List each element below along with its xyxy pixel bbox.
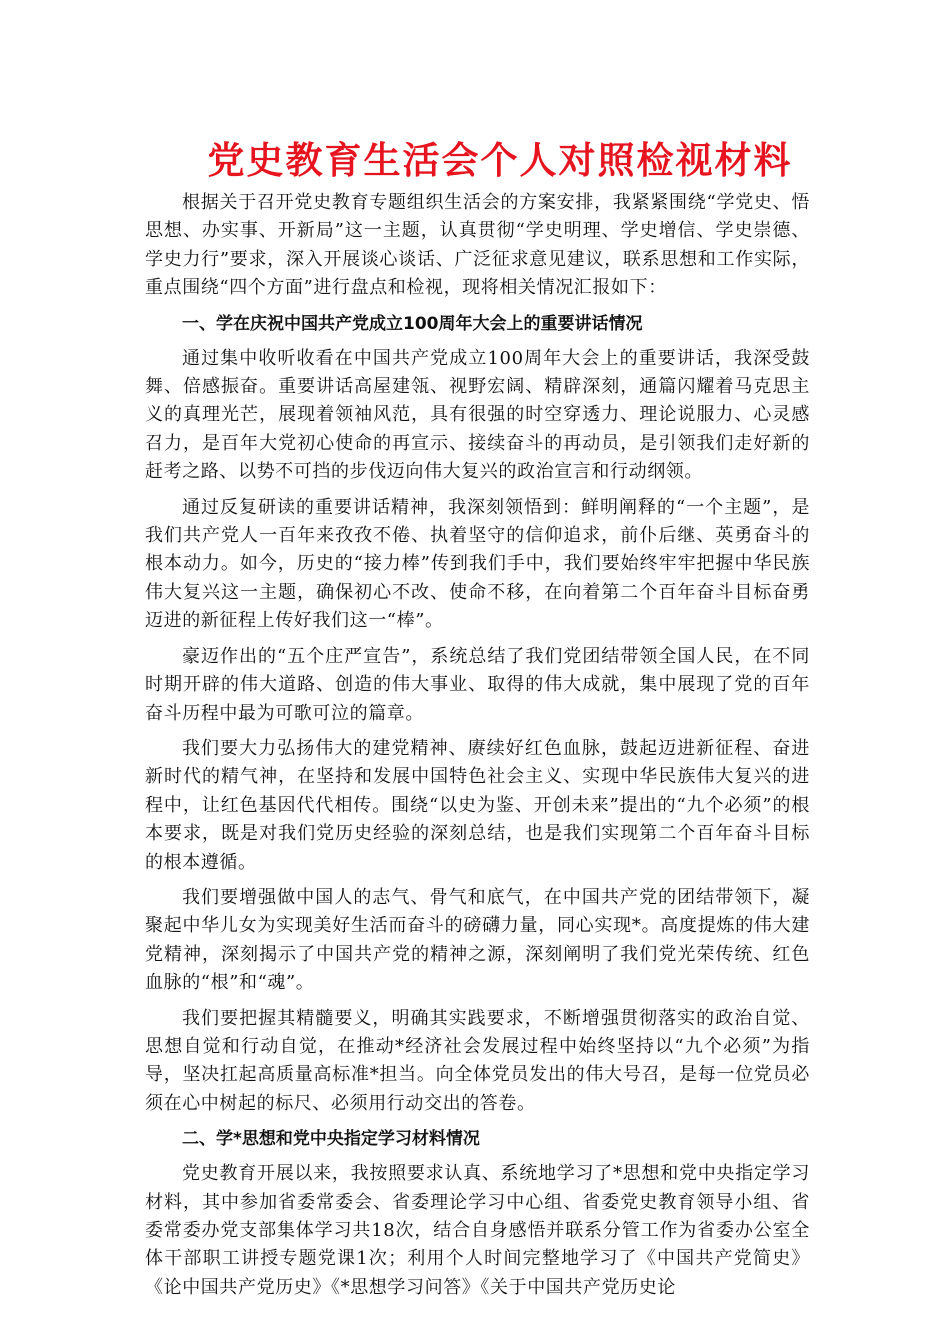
- document-body: [145, 189, 810, 1309]
- section-2-heading: 二、学*思想和党中央指定学习材料情况: [182, 1129, 480, 1150]
- section-1-paragraph-2: 通过反复研读的重要讲话精神，我深刻领悟到：鲜明阐释的“一个主题”，是我们共产党人一百年来孜孜不倦、执着坚守的信仰追求，前仆后继、英勇奋斗的根本动力。如今，历史的“接力棒”传到我们手中，我们要始终牢牢把握中华民族伟大复兴这一主题，确保初心不改、使命不移，在向着第二个百年奋斗目标奋勇迈进的新征程上传好我们这一“棒”。: [145, 496, 810, 632]
- document-title: 党史教育生活会个人对照检视材料: [207, 139, 793, 182]
- section-1-paragraph-4: 我们要大力弘扬伟大的建党精神、赓续好红色血脉，鼓起迈进新征程、奋进新时代的精气神，在坚持和发展中国特色社会主义、实现中华民族伟大复兴的进程中，让红色基因代代相传。围绕“以史为鉴、开创未来”提出的“九个必须”的根本要求，既是对我们党历史经验的深刻总结，也是我们实现第二个百年奋斗目标的根本遵循。: [145, 737, 810, 873]
- section-1-heading: 一、学在庆祝中国共产党成立100周年大会上的重要讲话情况: [182, 313, 643, 334]
- section-1-paragraph-1: 通过集中收听收看在中国共产党成立100周年大会上的重要讲话，我深受鼓舞、倍感振奋。重要讲话高屋建瓴、视野宏阔、精辟深刻，通篇闪耀着马克思主义的真理光芒，展现着领袖风范，具有很强的时空穿透力、理论说服力、心灵感召力，是百年大党初心使命的再宣示、接续奋斗的再动员，是引领我们走好新的赶考之路、以势不可挡的步伐迈向伟大复兴的政治宣言和行动纲领。: [145, 347, 810, 483]
- section-1-paragraph-5: 我们要增强做中国人的志气、骨气和底气，在中国共产党的团结带领下，凝聚起中华儿女为实现美好生活而奋斗的磅礴力量，同心实现*。高度提炼的伟大建党精神，深刻揭示了中国共产党的精神之源，深刻阐明了我们党光荣传统、红色血脉的“根”和“魂”。: [145, 886, 810, 994]
- section-1-paragraph-3: 豪迈作出的“五个庄严宣告”，系统总结了我们党团结带领全国人民，在不同时期开辟的伟大道路、创造的伟大事业、取得的伟大成就，集中展现了党的百年奋斗历程中最为可歌可泣的篇章。: [145, 645, 810, 724]
- section-2-paragraph-1: 党史教育开展以来，我按照要求认真、系统地学习了*思想和党中央指定学习材料，其中参加省委常委会、省委理论学习中心组、省委党史教育领导小组、省委常委办党支部集体学习共18次，结合自身感悟并联系分管工作为省委办公室全体干部职工讲授专题党课1次；利用个人时间完整地学习了《中国共产党简史》《论中国共产党历史》《*思想学习问答》《关于中国共产党历史论: [145, 1163, 810, 1298]
- section-1-paragraph-6: 我们要把握其精髓要义，明确其实践要求，不断增强贯彻落实的政治自觉、思想自觉和行动自觉，在推动*经济社会发展过程中始终坚持以“九个必须”为指导，坚决扛起高质量高标准*担当。向全体党员发出的伟大号召，是每一位党员必须在心中树起的标尺、必须用行动交出的答卷。: [145, 1007, 810, 1114]
- intro-paragraph: 根据关于召开党史教育专题组织生活会的方案安排，我紧紧围绕“学党史、悟思想、办实事、开新局”这一主题，认真贯彻“学史明理、学史增信、学史崇德、学史力行”要求，深入开展谈心谈话、广泛征求意见建议，联系思想和工作实际，重点围绕“四个方面”进行盘点和检视，现将相关情况汇报如下：: [145, 192, 810, 299]
